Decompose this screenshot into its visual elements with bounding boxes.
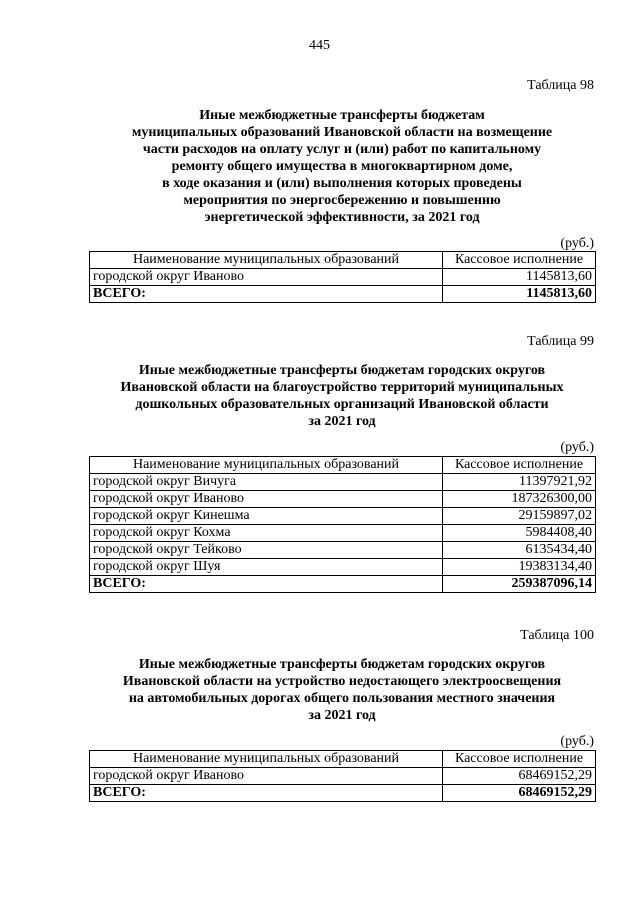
data-table-98	[89, 251, 596, 303]
table-title-100: Иные межбюджетные трансферты бюджетам городских округов Ивановской области на устройство недостающего электроосвещения на автомобильных дорогах общего пользования местного значения за 2021 год	[122, 657, 562, 723]
page-number: 445	[309, 38, 330, 53]
table-row	[90, 768, 596, 785]
header-amount: Кассовое исполнение	[443, 751, 596, 768]
total-amount: 259387096,14	[443, 576, 596, 593]
table-header-row	[90, 751, 596, 768]
row-amount: 1145813,60	[443, 269, 596, 286]
table-row	[90, 542, 596, 559]
total-amount: 1145813,60	[443, 286, 596, 303]
row-amount: 19383134,40	[443, 559, 596, 576]
table-row	[90, 559, 596, 576]
unit-label-100: (руб.)	[560, 734, 594, 749]
row-name: городской округ Иваново	[90, 269, 443, 286]
total-row	[90, 286, 596, 303]
total-label: ВСЕГО:	[90, 785, 443, 802]
table-header-row	[90, 457, 596, 474]
row-amount: 5984408,40	[443, 525, 596, 542]
unit-label-98: (руб.)	[560, 236, 594, 251]
row-name: городской округ Кохма	[90, 525, 443, 542]
table-title-99: Иные межбюджетные трансферты бюджетам городских округов Ивановской области на благоустройство территорий муниципальных дошкольных образовательных организаций Ивановской области за 2021 год	[120, 363, 564, 429]
table-caption-100: Таблица 100	[520, 628, 594, 643]
unit-label-99: (руб.)	[560, 440, 594, 455]
row-name: городской округ Кинешма	[90, 508, 443, 525]
total-row	[90, 785, 596, 802]
table-row	[90, 491, 596, 508]
row-name: городской округ Вичуга	[90, 474, 443, 491]
data-table-100	[89, 750, 596, 802]
row-amount: 68469152,29	[443, 768, 596, 785]
table-row	[90, 474, 596, 491]
table-title-98: Иные межбюджетные трансферты бюджетам муниципальных образований Ивановской области на возмещение части расходов на оплату услуг и (или) работ по капитальному ремонту общего имущества в многоквартирном доме, в ходе оказания и (или) выполнения которых проведены мероприятия по энергосбережению и повышению энергетической эффективности, за 2021 год	[131, 108, 553, 225]
header-name: Наименование муниципальных образований	[90, 457, 443, 474]
header-amount: Кассовое исполнение	[443, 252, 596, 269]
table-caption-99: Таблица 99	[527, 334, 594, 349]
header-name: Наименование муниципальных образований	[90, 252, 443, 269]
row-name: городской округ Тейково	[90, 542, 443, 559]
table-header-row	[90, 252, 596, 269]
total-label: ВСЕГО:	[90, 576, 443, 593]
row-amount: 29159897,02	[443, 508, 596, 525]
table-row	[90, 525, 596, 542]
table-row	[90, 508, 596, 525]
header-name: Наименование муниципальных образований	[90, 751, 443, 768]
row-amount: 11397921,92	[443, 474, 596, 491]
row-amount: 6135434,40	[443, 542, 596, 559]
total-row	[90, 576, 596, 593]
table-caption-98: Таблица 98	[527, 78, 594, 93]
total-amount: 68469152,29	[443, 785, 596, 802]
header-amount: Кассовое исполнение	[443, 457, 596, 474]
table-row	[90, 269, 596, 286]
row-name: городской округ Иваново	[90, 491, 443, 508]
row-name: городской округ Иваново	[90, 768, 443, 785]
data-table-99	[89, 456, 596, 593]
total-label: ВСЕГО:	[90, 286, 443, 303]
row-amount: 187326300,00	[443, 491, 596, 508]
row-name: городской округ Шуя	[90, 559, 443, 576]
